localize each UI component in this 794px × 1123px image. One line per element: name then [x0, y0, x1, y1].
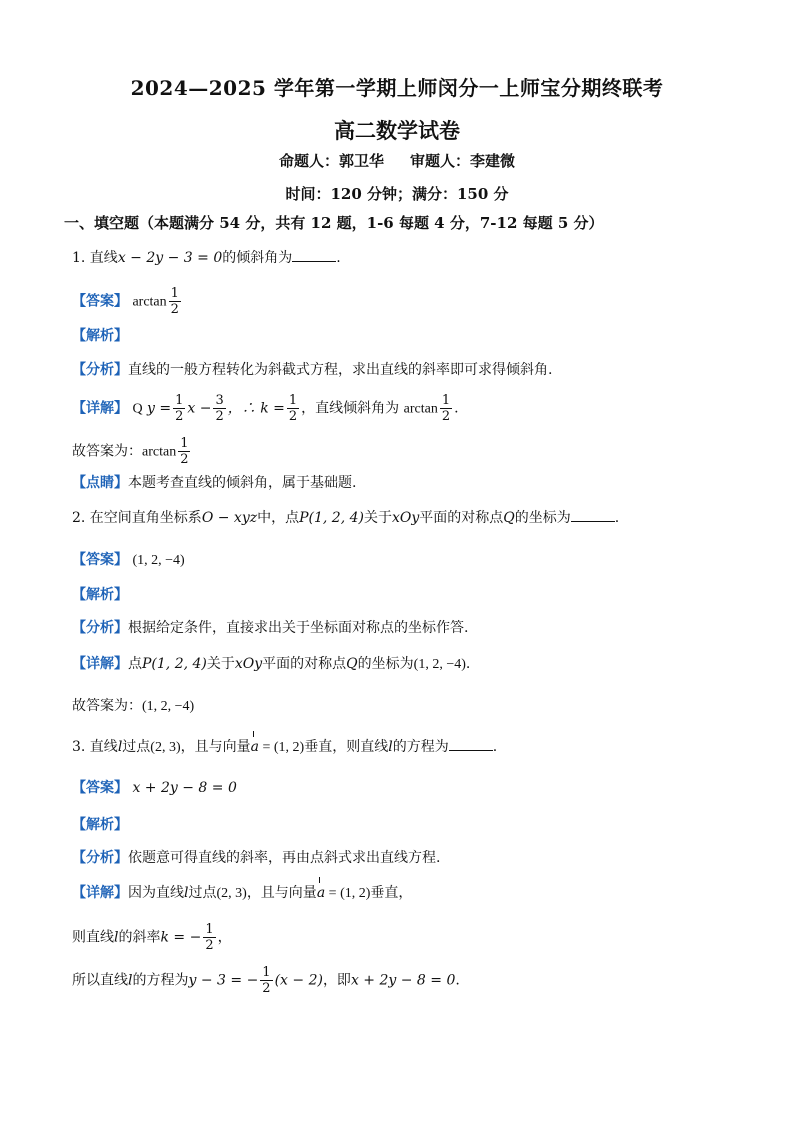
vector-a: a — [316, 885, 326, 901]
q3-analysis-label: 【解析】 — [72, 817, 128, 833]
section-heading: 一、填空题（本题满分 54 分，共有 12 题，1-6 每题 4 分，7-12 每题 5 分） — [64, 214, 604, 232]
answer-blank — [292, 249, 336, 262]
q1-analysis-label: 【解析】 — [72, 328, 128, 344]
q2-fenxi: 【分析】根据给定条件，直接求出关于坐标面对称点的坐标作答. — [72, 620, 469, 636]
q1-detail: 【详解】 Q y = $\frac{1}{2}$ x − $\frac{3}{2}$ ，∴ k = $\frac{1}{2}$ ，直线倾斜角为 arctan $\frac{1}{2}$ . — [72, 393, 459, 424]
q1-equation: x − 2y − 3 = 0 — [117, 250, 223, 266]
vector-a: a — [250, 739, 259, 755]
fraction-half: $\frac{1}{2}$ — [180, 436, 189, 467]
fraction-half: $\frac{1}{2}$ — [262, 965, 271, 996]
fraction-half: $\frac{1}{2}$ — [205, 922, 214, 953]
question-1: 1. 直线x − 2y − 3 = 0的倾斜角为 . — [72, 250, 341, 266]
proposer: 命题人：郭卫华 — [278, 152, 384, 170]
q2-answer: 【答案】 (1, 2, −4) — [72, 552, 185, 568]
exam-title: 2024—2025 学年第一学期上师闵分一上师宝分期终联考 — [130, 76, 664, 100]
fraction-half: $\frac{1}{2}$ — [170, 286, 179, 317]
answer-blank — [571, 509, 615, 522]
q3-answer: 【答案】 x + 2y − 8 = 0 — [72, 780, 237, 796]
question-3: 3. 直线l过点(2, 3)，且与向量a = (1, 2)垂直，则直线l的方程为 . — [72, 739, 498, 755]
q2-detail: 【详解】点P(1, 2, 4)关于xOy平面的对称点Q的坐标为(1, 2, −4). — [72, 656, 471, 672]
arctan-text: arctan — [132, 294, 167, 310]
reviewer: 审题人：李建微 — [410, 152, 516, 170]
exam-subtitle: 高二数学试卷 — [334, 118, 460, 143]
q3-detail: 【详解】因为直线l过点(2, 3)，且与向量a = (1, 2)垂直， — [72, 885, 413, 901]
q1-final: 故答案为：arctan $\frac{1}{2}$ — [72, 436, 189, 467]
author-line — [0, 150, 794, 171]
q3-fenxi: 【分析】依题意可得直线的斜率，再由点斜式求出直线方程. — [72, 850, 441, 866]
fraction-half: $\frac{1}{2}$ — [441, 393, 451, 424]
q1-fenxi: 【分析】直线的一般方程转化为斜截式方程，求出直线的斜率即可求得倾斜角. — [72, 362, 553, 378]
q3-slope: 则直线l的斜率k = − $\frac{1}{2}$ ， — [72, 922, 232, 953]
q3-equation: 所以直线l的方程为y − 3 = − $\frac{1}{2}$ (x − 2)，即x + 2y − 8 = 0. — [72, 965, 460, 996]
q2-analysis-label: 【解析】 — [72, 587, 128, 603]
q1-text: 1. 直线 — [72, 250, 118, 266]
q1-comment: 【点睛】本题考查直线的倾斜角，属于基础题. — [72, 475, 357, 491]
fraction-half: $\frac{1}{2}$ — [175, 393, 184, 424]
q1-post: 的倾斜角为 — [222, 250, 293, 266]
q2-final: 故答案为：(1, 2, −4) — [72, 698, 195, 714]
fraction-three-halves: $\frac{3}{2}$ — [215, 393, 224, 424]
time-score: 时间：120 分钟；满分：150 分 — [285, 185, 509, 203]
fraction-half: $\frac{1}{2}$ — [288, 393, 298, 424]
q1-answer — [72, 286, 734, 317]
question-2: 2. 在空间直角坐标系O − xyz中，点P(1, 2, 4)关于xOy平面的对称点Q的坐标为 . — [72, 510, 620, 526]
answer-label: 【答案】 — [72, 293, 128, 310]
answer-blank — [449, 738, 493, 751]
